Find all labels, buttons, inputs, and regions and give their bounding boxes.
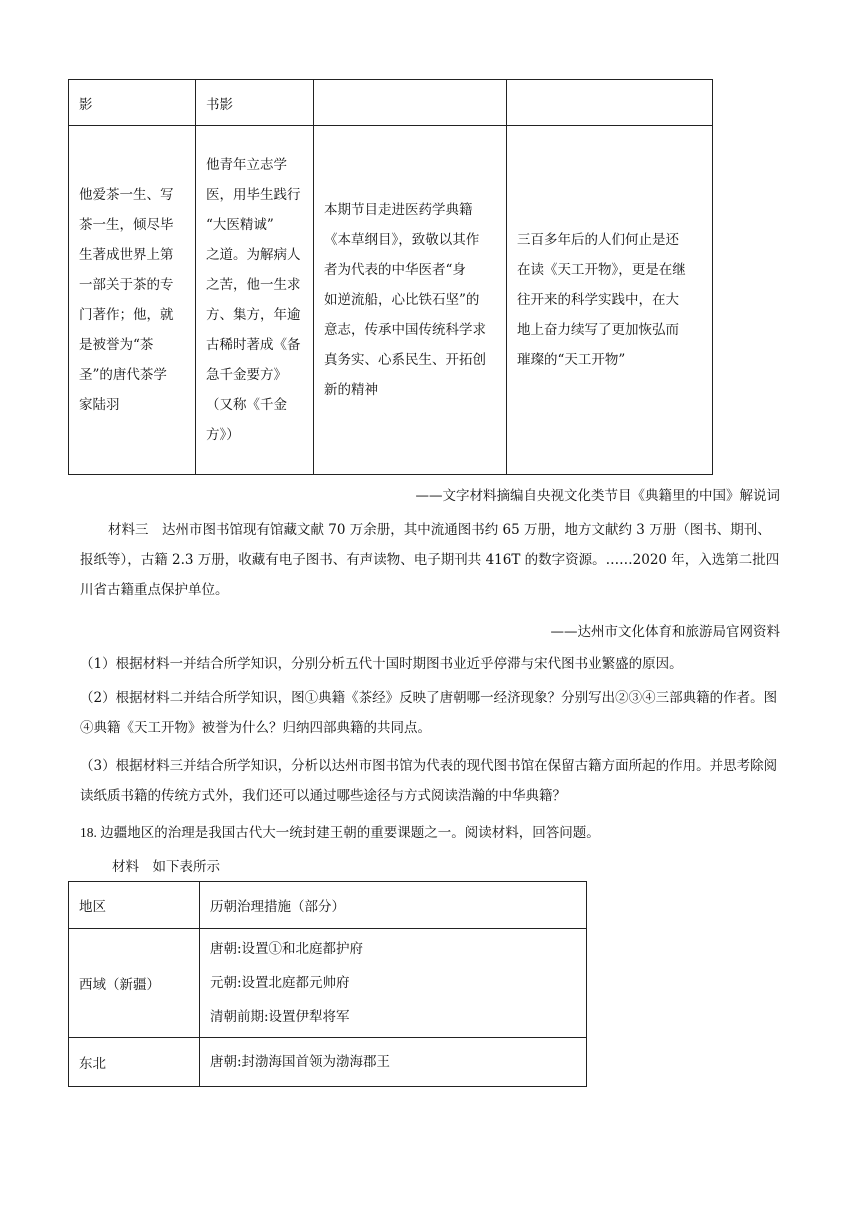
table-cell: [314, 80, 507, 126]
table-row: [69, 1038, 587, 1087]
question-2: （2）根据材料二并结合所学知识，图①典籍《茶经》反映了唐朝哪一经济现象？分别写出②③④三部典籍的作者。图④典籍《天工开物》被誉为什么？归纳四部典籍的共同点。: [80, 690, 778, 736]
source-citation: ——文字材料摘编自央视文化类节目《典籍里的中国》解说词: [415, 488, 780, 504]
region-cell: 西域（新疆）: [69, 929, 200, 1038]
measure-item: 唐朝:设置①和北庭都护府: [210, 941, 364, 957]
table-cell: 影: [69, 80, 196, 126]
measures-cell: [200, 1038, 587, 1087]
table-cell-tiangong-kaiwu: 三百多年后的人们何止是还 在读《天工开物》，更是在继 往开来的科学实践中，在大 地上奋力续写了更加恢弘而 璀璨的“天工开物”: [507, 126, 713, 475]
table-cell: 书影: [196, 80, 314, 126]
table-row: [69, 80, 713, 126]
table-row: [69, 126, 713, 475]
table-cell-lu-yu: 他爱茶一生、写 茶一生，倾尽毕 生著成世界上第 一部关于茶的专 门著作；他，就 是被誉为“茶 圣”的唐代茶学 家陆羽: [69, 126, 196, 475]
frontier-table: [68, 881, 587, 1087]
table-header-row: [69, 882, 587, 929]
header-cell: 地区: [69, 882, 200, 929]
region-cell: 东北: [69, 1038, 200, 1087]
header-cell: 历朝治理措施（部分）: [200, 882, 587, 929]
measure-item: 清朝前期:设置伊犁将军: [210, 1009, 350, 1025]
table-cell-bencao-gangmu: 本期节目走进医药学典籍 《本草纲目》，致敬以其作 者为代表的中华医者“身 如逆流船，心比铁石坚”的 意志，传承中国传统科学求 真务实、心系民生、开拓创 新的精神: [314, 126, 507, 475]
table-cell: [507, 80, 713, 126]
material-three: 材料三 达州市图书馆现有馆藏文献 70 万余册，其中流通图书约 65 万册，地方文献约 3 万册（图书、期刊、报纸等），古籍 2.3 万册，收藏有电子图书、有声读物、电子期刊共 416T 的数字资源。……2020 年，入选第二批四川省古籍重点保护单位。: [80, 522, 780, 598]
measure-item: 唐朝:封渤海国首领为渤海郡王: [210, 1054, 391, 1070]
source-citation: ——达州市文化体育和旅游局官网资料: [550, 624, 780, 640]
table-row: [69, 929, 587, 1038]
table-cell-sun-simiao: 他青年立志学 医，用毕生践行 “大医精诚” 之道。为解病人 之苦，他一生求 方、集方，年逾 古稀时著成《备 急千金要方》 （又称《千金 方》）: [196, 126, 314, 475]
material-label: 材料 如下表所示: [112, 859, 220, 875]
measure-item: 元朝:设置北庭都元帅府: [210, 975, 350, 991]
question-18: 18. 边疆地区的治理是我国古代大一统封建王朝的重要课题之一。阅读材料，回答问题。: [80, 825, 600, 840]
measures-cell: [200, 929, 587, 1038]
question-3: （3）根据材料三并结合所学知识，分析以达州市图书馆为代表的现代图书馆在保留古籍方面所起的作用。并思考除阅读纸质书籍的传统方式外，我们还可以通过哪些途径与方式阅读浩瀚的中华典籍？: [80, 758, 778, 804]
question-1: （1）根据材料一并结合所学知识，分别分析五代十国时期图书业近乎停滞与宋代图书业繁盛的原因。: [80, 656, 683, 672]
books-table: [68, 79, 713, 475]
